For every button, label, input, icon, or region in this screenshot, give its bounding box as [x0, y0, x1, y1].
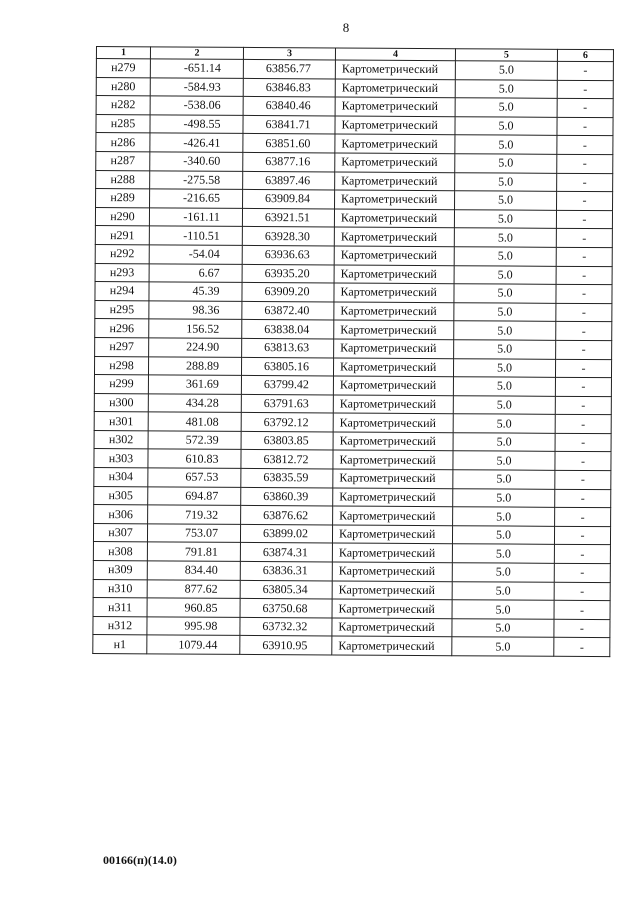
point-id-cell: н279 — [96, 59, 150, 78]
method-cell: Картометрический — [333, 395, 453, 414]
y-coordinate-cell: 63836.31 — [240, 561, 332, 580]
accuracy-cell: 5.0 — [452, 618, 554, 637]
method-cell: Картометрический — [333, 469, 453, 488]
method-cell: Картометрический — [334, 246, 454, 265]
y-coordinate-cell: 63732.32 — [240, 617, 332, 636]
method-cell: Картометрический — [334, 209, 454, 228]
method-cell: Картометрический — [333, 450, 453, 469]
x-coordinate-cell: -498.55 — [150, 115, 243, 134]
y-coordinate-cell: 63899.02 — [240, 524, 332, 543]
point-id-cell: н288 — [96, 170, 150, 189]
x-coordinate-cell: 995.98 — [147, 617, 240, 636]
x-coordinate-cell: 753.07 — [147, 524, 240, 543]
x-coordinate-cell: 834.40 — [147, 561, 240, 580]
y-coordinate-cell: 63936.63 — [242, 245, 334, 264]
accuracy-cell: 5.0 — [454, 247, 556, 266]
note-cell: - — [557, 191, 613, 210]
y-coordinate-cell: 63872.40 — [242, 301, 334, 320]
y-coordinate-cell: 63813.63 — [242, 338, 334, 357]
accuracy-cell: 5.0 — [454, 340, 556, 359]
method-cell: Картометрический — [333, 376, 453, 395]
accuracy-cell: 5.0 — [455, 172, 557, 191]
point-id-cell: н311 — [93, 598, 147, 617]
x-coordinate-cell: 960.85 — [147, 598, 240, 617]
note-cell: - — [556, 210, 612, 229]
point-id-cell: н299 — [94, 375, 148, 394]
point-id-cell: н290 — [95, 207, 149, 226]
method-cell: Картометрический — [332, 618, 452, 637]
note-cell: - — [556, 229, 612, 248]
method-cell: Картометрический — [335, 190, 455, 209]
y-coordinate-cell: 63909.20 — [242, 283, 334, 302]
point-id-cell: н1 — [93, 635, 147, 654]
x-coordinate-cell: -216.65 — [150, 189, 243, 208]
point-id-cell: н293 — [95, 263, 149, 282]
note-cell: - — [555, 415, 611, 434]
accuracy-cell: 5.0 — [455, 116, 557, 135]
column-header: 4 — [335, 48, 455, 61]
note-cell: - — [556, 322, 612, 341]
note-cell: - — [554, 638, 610, 657]
note-cell: - — [557, 117, 613, 136]
y-coordinate-cell: 63909.84 — [243, 190, 335, 209]
method-cell: Картометрический — [332, 562, 452, 581]
x-coordinate-cell: -340.60 — [150, 152, 243, 171]
note-cell: - — [554, 601, 610, 620]
point-id-cell: н307 — [93, 523, 147, 542]
accuracy-cell: 5.0 — [454, 265, 556, 284]
note-cell: - — [555, 359, 611, 378]
accuracy-cell: 5.0 — [454, 209, 556, 228]
point-id-cell: н306 — [94, 505, 148, 524]
accuracy-cell: 5.0 — [452, 526, 554, 545]
point-id-cell: н296 — [95, 319, 149, 338]
y-coordinate-cell: 63860.39 — [241, 487, 333, 506]
x-coordinate-cell: 791.81 — [147, 542, 240, 561]
x-coordinate-cell: -275.58 — [150, 170, 243, 189]
x-coordinate-cell: 156.52 — [149, 319, 242, 338]
x-coordinate-cell: 361.69 — [148, 375, 241, 394]
method-cell: Картометрический — [334, 339, 454, 358]
note-cell: - — [556, 266, 612, 285]
x-coordinate-cell: 694.87 — [148, 486, 241, 505]
note-cell: - — [557, 61, 613, 80]
column-header: 3 — [243, 47, 335, 60]
method-cell: Картометрический — [333, 357, 453, 376]
accuracy-cell: 5.0 — [452, 600, 554, 619]
x-coordinate-cell: -110.51 — [149, 226, 242, 245]
point-id-cell: н285 — [96, 114, 150, 133]
point-id-cell: н301 — [94, 412, 148, 431]
accuracy-cell: 5.0 — [452, 637, 554, 656]
x-coordinate-cell: 288.89 — [148, 356, 241, 375]
y-coordinate-cell: 63799.42 — [241, 375, 333, 394]
note-cell: - — [556, 340, 612, 359]
coordinates-table-wrapper — [92, 46, 614, 657]
method-cell: Картометрический — [335, 172, 455, 191]
note-cell: - — [555, 433, 611, 452]
y-coordinate-cell: 63897.46 — [243, 171, 335, 190]
method-cell: Картометрический — [334, 227, 454, 246]
method-cell: Картометрический — [332, 543, 452, 562]
y-coordinate-cell: 63805.16 — [241, 357, 333, 376]
note-cell: - — [555, 489, 611, 508]
x-coordinate-cell: 719.32 — [148, 505, 241, 524]
note-cell: - — [557, 99, 613, 118]
accuracy-cell: 5.0 — [453, 507, 555, 526]
method-cell: Картометрический — [334, 302, 454, 321]
x-coordinate-cell: -161.11 — [149, 208, 242, 227]
note-cell: - — [555, 452, 611, 471]
note-cell: - — [554, 526, 610, 545]
x-coordinate-cell: 657.53 — [148, 468, 241, 487]
point-id-cell: н282 — [96, 96, 150, 115]
method-cell: Картометрический — [332, 636, 452, 655]
x-coordinate-cell: 877.62 — [147, 579, 240, 598]
x-coordinate-cell: 98.36 — [149, 301, 242, 320]
accuracy-cell: 5.0 — [452, 581, 554, 600]
note-cell: - — [554, 582, 610, 601]
x-coordinate-cell: -538.06 — [150, 96, 243, 115]
accuracy-cell: 5.0 — [453, 377, 555, 396]
accuracy-cell: 5.0 — [454, 321, 556, 340]
point-id-cell: н309 — [93, 561, 147, 580]
coordinates-table — [92, 46, 614, 657]
accuracy-cell: 5.0 — [453, 451, 555, 470]
method-cell: Картометрический — [335, 79, 455, 98]
footer-document-code: 00166(п)(14.0) — [103, 853, 177, 867]
method-cell: Картометрический — [335, 60, 455, 79]
point-id-cell: н304 — [94, 468, 148, 487]
accuracy-cell: 5.0 — [453, 395, 555, 414]
y-coordinate-cell: 63841.71 — [243, 115, 335, 134]
note-cell: - — [554, 545, 610, 564]
point-id-cell: н300 — [94, 393, 148, 412]
accuracy-cell: 5.0 — [453, 414, 555, 433]
point-id-cell: н286 — [96, 133, 150, 152]
note-cell: - — [555, 508, 611, 527]
note-cell: - — [554, 563, 610, 582]
accuracy-cell: 5.0 — [453, 433, 555, 452]
accuracy-cell: 5.0 — [454, 228, 556, 247]
method-cell: Картометрический — [335, 134, 455, 153]
y-coordinate-cell: 63921.51 — [242, 208, 334, 227]
accuracy-cell: 5.0 — [453, 358, 555, 377]
y-coordinate-cell: 63803.85 — [241, 431, 333, 450]
method-cell: Картометрический — [334, 283, 454, 302]
x-coordinate-cell: 1079.44 — [147, 635, 240, 654]
accuracy-cell: 5.0 — [455, 191, 557, 210]
point-id-cell: н280 — [96, 77, 150, 96]
point-id-cell: н292 — [95, 244, 149, 263]
note-cell: - — [555, 377, 611, 396]
method-cell: Картометрический — [335, 153, 455, 172]
y-coordinate-cell: 63792.12 — [241, 413, 333, 432]
note-cell: - — [555, 470, 611, 489]
page-number: 8 — [342, 20, 350, 35]
point-id-cell: н303 — [94, 449, 148, 468]
x-coordinate-cell: 610.83 — [148, 449, 241, 468]
x-coordinate-cell: -651.14 — [150, 59, 243, 78]
accuracy-cell: 5.0 — [455, 154, 557, 173]
y-coordinate-cell: 63838.04 — [242, 320, 334, 339]
point-id-cell: н310 — [93, 579, 147, 598]
point-id-cell: н308 — [93, 542, 147, 561]
y-coordinate-cell: 63935.20 — [242, 264, 334, 283]
table-body — [93, 59, 614, 657]
point-id-cell: н287 — [96, 151, 150, 170]
y-coordinate-cell: 63928.30 — [242, 227, 334, 246]
method-cell: Картометрический — [333, 432, 453, 451]
method-cell: Картометрический — [335, 116, 455, 135]
column-header: 5 — [455, 49, 557, 62]
method-cell: Картометрический — [333, 488, 453, 507]
table-row — [93, 635, 610, 657]
point-id-cell: н302 — [94, 430, 148, 449]
accuracy-cell: 5.0 — [453, 470, 555, 489]
accuracy-cell: 5.0 — [455, 61, 557, 80]
method-cell: Картометрический — [332, 525, 452, 544]
x-coordinate-cell: -584.93 — [150, 77, 243, 96]
method-cell: Картометрический — [333, 413, 453, 432]
note-cell: - — [556, 303, 612, 322]
point-id-cell: н289 — [96, 189, 150, 208]
x-coordinate-cell: 434.28 — [148, 394, 241, 413]
accuracy-cell: 5.0 — [452, 544, 554, 563]
accuracy-cell: 5.0 — [455, 79, 557, 98]
x-coordinate-cell: 224.90 — [149, 338, 242, 357]
point-id-cell: н298 — [94, 356, 148, 375]
x-coordinate-cell: -54.04 — [149, 245, 242, 264]
x-coordinate-cell: 6.67 — [149, 263, 242, 282]
point-id-cell: н305 — [94, 486, 148, 505]
note-cell: - — [554, 619, 610, 638]
accuracy-cell: 5.0 — [454, 284, 556, 303]
method-cell: Картометрический — [334, 264, 454, 283]
y-coordinate-cell: 63750.68 — [240, 599, 332, 618]
x-coordinate-cell: 45.39 — [149, 282, 242, 301]
accuracy-cell: 5.0 — [454, 302, 556, 321]
note-cell: - — [557, 154, 613, 173]
y-coordinate-cell: 63876.62 — [241, 506, 333, 525]
y-coordinate-cell: 63840.46 — [243, 97, 335, 116]
method-cell: Картометрический — [332, 599, 452, 618]
x-coordinate-cell: -426.41 — [150, 133, 243, 152]
accuracy-cell: 5.0 — [455, 98, 557, 117]
y-coordinate-cell: 63851.60 — [243, 134, 335, 153]
y-coordinate-cell: 63812.72 — [241, 450, 333, 469]
column-header: 2 — [150, 47, 243, 60]
point-id-cell: н295 — [95, 300, 149, 319]
note-cell: - — [556, 284, 612, 303]
y-coordinate-cell: 63910.95 — [240, 636, 332, 655]
accuracy-cell: 5.0 — [455, 135, 557, 154]
note-cell: - — [555, 396, 611, 415]
note-cell: - — [556, 247, 612, 266]
y-coordinate-cell: 63805.34 — [240, 580, 332, 599]
note-cell: - — [557, 136, 613, 155]
note-cell: - — [557, 80, 613, 99]
method-cell: Картометрический — [333, 506, 453, 525]
accuracy-cell: 5.0 — [452, 563, 554, 582]
x-coordinate-cell: 572.39 — [148, 431, 241, 450]
point-id-cell: н294 — [95, 282, 149, 301]
y-coordinate-cell: 63846.83 — [243, 78, 335, 97]
method-cell: Картометрический — [332, 581, 452, 600]
note-cell: - — [557, 173, 613, 192]
point-id-cell: н297 — [95, 337, 149, 356]
point-id-cell: н291 — [95, 226, 149, 245]
y-coordinate-cell: 63874.31 — [240, 543, 332, 562]
y-coordinate-cell: 63877.16 — [243, 152, 335, 171]
y-coordinate-cell: 63856.77 — [243, 59, 335, 78]
column-header: 6 — [557, 49, 613, 61]
method-cell: Картометрический — [335, 97, 455, 116]
point-id-cell: н312 — [93, 616, 147, 635]
method-cell: Картометрический — [334, 320, 454, 339]
accuracy-cell: 5.0 — [453, 488, 555, 507]
x-coordinate-cell: 481.08 — [148, 412, 241, 431]
y-coordinate-cell: 63835.59 — [241, 468, 333, 487]
column-header: 1 — [96, 47, 150, 59]
y-coordinate-cell: 63791.63 — [241, 394, 333, 413]
